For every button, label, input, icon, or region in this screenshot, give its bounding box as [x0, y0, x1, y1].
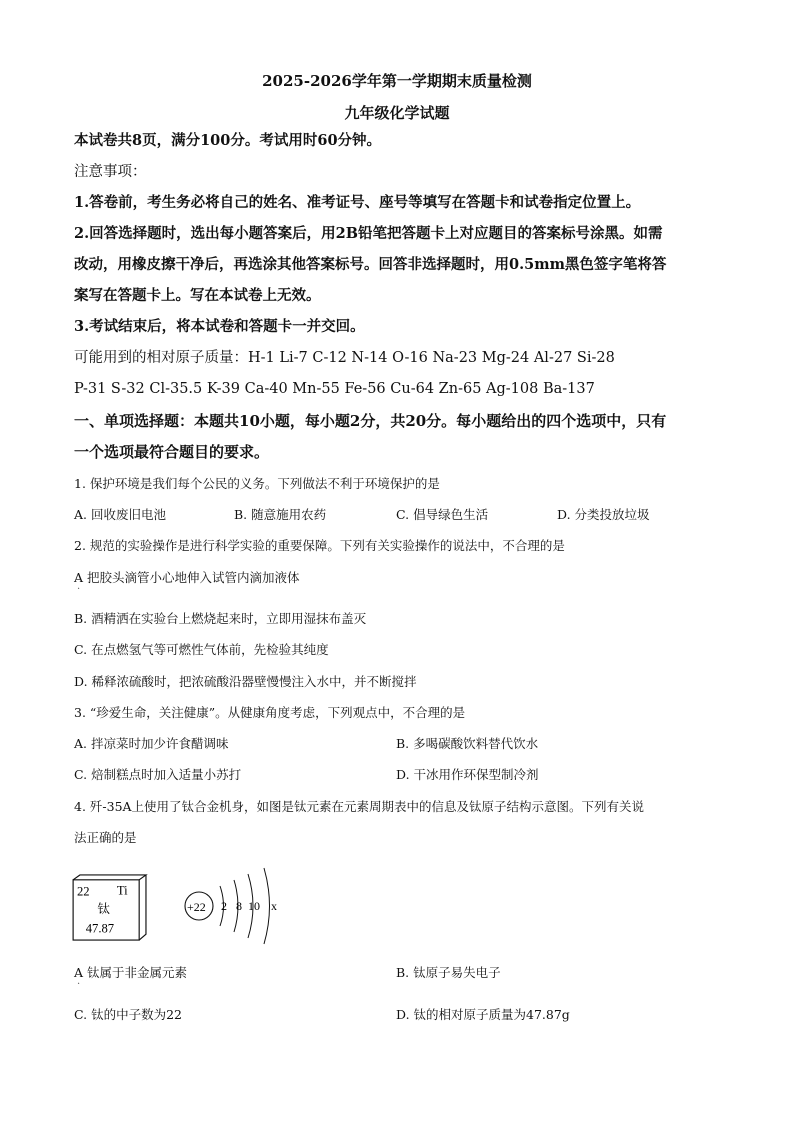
question-3-option-c[interactable]: C. 焙制糕点时加入适量小苏打	[74, 767, 242, 782]
notice-2-line2: 改动，用橡皮擦干净后，再选涂其他答案标号。回答非选择题时，用0.5mm黑色签字笔将答	[74, 256, 667, 273]
question-3-option-b[interactable]: B. 多喝碳酸饮料替代饮水	[396, 736, 539, 751]
question-4-option-c[interactable]: C. 钛的中子数为22	[74, 1007, 182, 1022]
nucleus-charge: +22	[187, 900, 206, 914]
question-4-option-d[interactable]: D. 钛的相对原子质量为47.87g	[396, 1007, 570, 1022]
question-4-stem-line2: 法正确的是	[74, 830, 137, 845]
titanium-atom-structure	[180, 862, 290, 952]
shell-electrons-2: 8	[236, 899, 242, 913]
question-2-option-c[interactable]: C. 在点燃氢气等可燃性气体前，先检验其纯度	[74, 642, 329, 657]
element-symbol: Ti	[116, 883, 128, 898]
question-2-option-a[interactable]: A 把胶头滴管小心地伸入试管内滴加液体	[74, 570, 300, 585]
question-4-option-a[interactable]: A 钛属于非金属元素	[74, 965, 188, 980]
exam-title: 2025-2026学年第一学期期末质量检测	[262, 72, 532, 90]
question-4-stem-line1: 4. 歼-35A上使用了钛合金机身，如图是钛元素在元素周期表中的信息及钛原子结构示意图。下列有关说	[74, 799, 645, 814]
question-2-stem: 2. 规范的实验操作是进行科学实验的重要保障。下列有关实验操作的说法中，不合理的是	[74, 538, 565, 553]
notice-2-line3: 案写在答题卡上。写在本试卷上无效。	[74, 287, 321, 304]
question-3-option-d[interactable]: D. 干冰用作环保型制冷剂	[396, 767, 539, 782]
question-1-stem: 1. 保护环境是我们每个公民的义务。下列做法不利于环境保护的是	[74, 476, 440, 491]
question-1-option-b[interactable]: B. 随意施用农药	[234, 507, 327, 522]
element-number: 22	[77, 884, 90, 899]
exam-subtitle: 九年级化学试题	[344, 104, 450, 122]
shell-electrons-4: x	[271, 899, 277, 913]
question-1-option-d[interactable]: D. 分类投放垃圾	[557, 507, 650, 522]
titanium-element-card	[72, 874, 150, 942]
element-name: 钛	[97, 900, 111, 916]
shell-electrons-1: 2	[221, 899, 227, 913]
question-3-option-a[interactable]: A. 拌凉菜时加少许食醋调味	[74, 736, 229, 751]
question-2-option-d[interactable]: D. 稀释浓硫酸时，把浓硫酸沿器壁慢慢注入水中，并不断搅拌	[74, 674, 417, 689]
intro-line: 本试卷共8页，满分100分。考试用时60分钟。	[74, 132, 382, 149]
notice-3: 3.考试结束后，将本试卷和答题卡一并交回。	[74, 318, 365, 335]
atomic-masses-line2: P-31 S-32 Cl-35.5 K-39 Ca-40 Mn-55 Fe-56 Cu-64 Zn-65 Ag-108 Ba-137	[74, 381, 595, 397]
shell-arc	[264, 868, 270, 944]
punctuation-dot: ·	[77, 979, 81, 990]
notice-heading: 注意事项：	[74, 164, 147, 180]
question-4-option-b[interactable]: B. 钛原子易失电子	[396, 965, 501, 980]
element-mass: 47.87	[85, 921, 115, 936]
question-1-option-a[interactable]: A. 回收废旧电池	[74, 507, 166, 522]
atomic-masses-line1: 可能用到的相对原子质量：H-1 Li-7 C-12 N-14 O-16 Na-23 Mg-24 Al-27 Si-28	[74, 350, 615, 366]
question-1-option-c[interactable]: C. 倡导绿色生活	[396, 507, 489, 522]
question-2-option-b[interactable]: B. 酒精洒在实验台上燃烧起来时，立即用湿抹布盖灭	[74, 611, 367, 626]
section-1-heading-line2: 一个选项最符合题目的要求。	[74, 443, 270, 461]
section-1-heading-line1: 一、单项选择题：本题共10小题，每小题2分，共20分。每小题给出的四个选项中，只有	[74, 412, 667, 430]
notice-2-line1: 2.回答选择题时，选出每小题答案后，用2B铅笔把答题卡上对应题目的答案标号涂黑。如需	[74, 225, 663, 242]
shell-electrons-3: 10	[248, 899, 260, 913]
notice-1: 1.答卷前，考生务必将自己的姓名、准考证号、座号等填写在答题卡和试卷指定位置上。	[74, 194, 641, 211]
question-3-stem: 3. “珍爱生命，关注健康”。从健康角度考虑，下列观点中，不合理的是	[74, 705, 466, 720]
punctuation-dot: ·	[77, 584, 81, 595]
